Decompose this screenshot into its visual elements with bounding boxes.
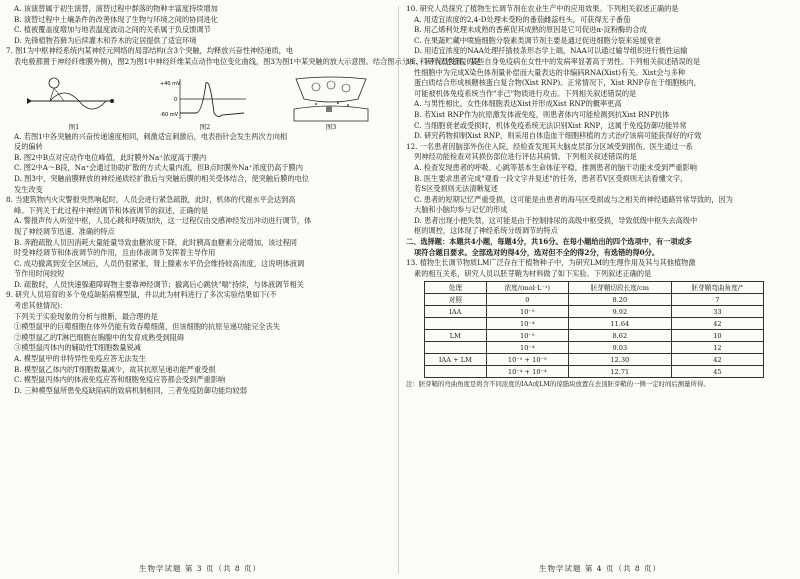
text-line: C. 患者的短期记忆严重受损，这可能是由患者的海马区受损或与之相关的神经通路异常导致的，因为 — [414, 194, 733, 204]
table-row — [425, 330, 764, 342]
table-note: 注：胚芽鞘的弯曲角度是将含不同浓度的IAA或LM的琼脂块放置在去顶胚芽鞘的一侧一定时间后测量所得。 — [406, 380, 710, 389]
mv-pos-label: +40 mV — [160, 80, 181, 87]
table-cell: IAA — [425, 306, 487, 318]
figure-1-caption: 图1 — [68, 122, 80, 131]
text-line: 若S区受损则无法清晰复述 — [414, 184, 498, 194]
text-line: C. 模型鼠丙体内的体液免疫应答和细胞免疫应答都会受到严重影响 — [14, 375, 226, 385]
text-line: 12. 一名患者因脑部外伤住入院，经检查发现其大脑皮层部分区域受到损伤。医生通过一系 — [406, 141, 693, 151]
text-line: 表电极都置于神经纤维膜外侧)，图2为图1中神经纤维某点动作电位变化曲线，图3为图1中某突触的放大示意图。结合图示分析，下列叙述错误的是 — [14, 56, 481, 66]
figure-1 — [24, 75, 124, 131]
table-cell: 10⁻⁵ — [486, 306, 568, 318]
text-line: 性细胞中为完成X染色体剂量补偿而大量表达的非编码RNA(Xist)有关。Xist会与多种 — [414, 67, 686, 77]
text-line: B. 奔跑疏散人员因消耗大量能量导致血糖浓度下降，此时胰高血糖素分泌增加，该过程同 — [14, 237, 297, 247]
table-cell: 9.03 — [568, 342, 671, 354]
text-line: B. 若Xist RNP作为抗原激发体液免疫，则患者体内可能检测到抗Xist RNP抗体 — [414, 109, 670, 119]
text-line: 下列关于实验现象的分析与推断，最合理的是 — [14, 311, 158, 321]
text-line: ③模型鼠丙体内的辅助性T细胞数量锐减 — [14, 343, 141, 353]
table-cell: 10⁻⁴ — [486, 318, 568, 330]
table-header-cell: 胚芽鞘弯曲角度/° — [671, 282, 763, 294]
text-line: 节作用时间较短 — [14, 269, 65, 279]
table-cell: 7 — [671, 294, 763, 306]
left-question-text-top — [6, 4, 481, 68]
text-line: 蛋白质结合形成核糖核蛋白复合物(Xist RNP)。正常情况下，Xist RNP存在于细胞核内， — [414, 78, 701, 88]
table-cell: 42 — [671, 318, 763, 330]
text-line: C. 当细胞衰老或受损时，机体免疫系统无法识别Xist RNP，这属于免疫防御功能异常 — [414, 120, 687, 130]
text-line: 现了神经调节迅速、准确的特点 — [14, 226, 115, 236]
table-body — [425, 294, 764, 378]
text-line: 7. 图1为中枢神经系统内某神经元网络的局部结构(含3个突触，均释放兴奋性神经递质，电 — [6, 46, 294, 56]
text-line: A. 警报声传入听觉中枢，人员心跳和呼吸加快，这一过程仅由交感神经发出冲动进行调节，体 — [14, 216, 312, 226]
text-line: 可能被机体免疫系统当作"非己"物质进行攻击。下列相关叙述错误的是 — [414, 88, 637, 98]
text-line: 素的相互关系，研究人员以胚芽鞘为材料做了如下实验。下列叙述正确的是 — [414, 268, 652, 278]
neuron-network-diagram — [24, 75, 124, 123]
action-potential-chart — [160, 75, 250, 123]
text-line: 11. 科研人员发现，某些自身免疫病在女性中的发病率显著高于男性。下列相关叙述错误的是 — [406, 56, 701, 66]
figure-2 — [160, 75, 250, 131]
right-page-footer: 生物学试题 第 4 页（共 8 页） — [539, 564, 661, 574]
figure-row-q7 — [6, 69, 394, 131]
table-cell: 9.92 — [568, 306, 671, 318]
table-cell: 8.62 — [568, 330, 671, 342]
table-cell: IAA + LM — [425, 354, 487, 366]
text-line: C. 图2中A～B段，Na⁺会通过协助扩散的方式大量内流，但B点时膜外Na⁺浓度仍高于膜内 — [14, 163, 303, 173]
text-line: D. 三种模型鼠所患免疫缺陷病的致病机制相同，三者免疫防御功能均较弱 — [14, 385, 247, 395]
table-row — [425, 366, 764, 378]
text-line: D. 图3中，突触前膜释放的神经递质经扩散后与突触后膜的相关受体结合，使突触后膜的电位 — [14, 173, 309, 183]
table-cell: 10⁻⁵ — [486, 330, 568, 342]
table-cell — [425, 342, 487, 354]
table-cell: 对照 — [425, 294, 487, 306]
text-line: ①模型鼠甲的巨噬细胞在体外仍能有效吞噬细菌，但该细胞的抗原呈递功能完全丧失 — [14, 322, 280, 332]
table-row — [425, 318, 764, 330]
question-13-text — [406, 258, 794, 279]
text-line: C. 植被覆盖度增加与地表温度波动之间的关系属于负反馈调节 — [14, 25, 211, 35]
text-line: A. 若图1中各突触的兴奋传递速度相同，刺激适宜刺激后，电表指针会发生两次方向相 — [14, 131, 288, 141]
text-line: 考虑其他情况)： — [14, 301, 68, 311]
text-line: 反的偏转 — [14, 142, 43, 152]
text-line: D. 患者出现小便失禁，这可能是由于控制排尿的高级中枢受损，导致低级中枢失去高级中 — [414, 215, 698, 225]
text-line: B. 用乙烯利处理未成熟的香蕉促其成熟的原因是它可促进α-淀粉酶的合成 — [414, 25, 647, 35]
text-line: 发生改变 — [14, 184, 43, 194]
figure-2-caption: 图2 — [199, 122, 211, 131]
text-line: D. 研究药物抑制Xist RNP，则采用自体造血干细胞移植的方式治疗该病可能获得好的疗效 — [414, 131, 702, 141]
table-cell: 12.71 — [568, 366, 671, 378]
text-line: B. 模型鼠乙体内的T细胞数量减少，故其抗原呈递功能严重受损 — [14, 364, 216, 374]
table-cell — [425, 366, 487, 378]
table-cell: 10⁻⁴ — [486, 342, 568, 354]
text-line: C. 成功撤离到安全区域后，人员仍很紧张，肾上腺素水平仍会维持较高浓度，这说明体液调 — [14, 258, 305, 268]
text-line: 13. 植物生长调节物质LM广泛存在于植物种子中，为研究LM的生理作用及其与其他植物激 — [406, 258, 696, 268]
table-cell: 45 — [671, 366, 763, 378]
table-cell: 10⁻⁴ + 10⁻⁴ — [486, 366, 568, 378]
table-header-cell: 处理 — [425, 282, 487, 294]
table-header-row — [425, 282, 764, 294]
text-line: 大脑和小脑均参与记忆的形成 — [414, 205, 508, 215]
table-cell: 10⁻⁵ + 10⁻⁵ — [486, 354, 568, 366]
table-row — [425, 342, 764, 354]
text-line: C. 在果蔬贮藏中喷施细胞分裂素类调节剂主要是通过促进细胞分裂来延缓衰老 — [414, 35, 662, 45]
right-page — [406, 4, 794, 579]
synapse-diagram — [286, 75, 376, 123]
table-row — [425, 294, 764, 306]
left-question-text-mid — [6, 132, 394, 397]
table-cell: 10 — [671, 330, 763, 342]
mv-zero-label: 0 — [174, 96, 178, 103]
text-line: 枢的调控，这体现了神经系统分级调节的特点 — [414, 226, 558, 236]
mv-neg-label: -60 mV — [160, 111, 179, 118]
experiment-table — [424, 281, 764, 378]
figure-3-caption: 图3 — [325, 122, 337, 131]
table-row — [425, 306, 764, 318]
right-question-text-top — [406, 4, 794, 237]
text-line: B. 演替过程中土壤条件的改善体现了生物与环境之间的协同进化 — [14, 14, 218, 24]
table-row — [425, 354, 764, 366]
table-header-cell: 胚芽鞘切段长度/cm — [568, 282, 671, 294]
section-title: 二、选择题：本题共4小题，每题4分，共16分。在每小题给出的四个选项中，有一项或多 — [406, 237, 692, 247]
text-line: 8. 当建筑物内火灾警报突然响起时，人员会进行紧急疏散，此时，机体的代谢水平会达到高 — [6, 195, 296, 205]
text-line: A. 与男性相比，女性体细胞表达Xist并形成Xist RNP的概率更高 — [414, 99, 622, 109]
table-cell: 11.64 — [568, 318, 671, 330]
text-line: A. 检查发现患者的呼吸、心跳等基本生命体征平稳，推测患者的脑干功能未受到严重影响 — [414, 162, 697, 172]
text-line: B. 图2中B点对应动作电位峰值，此时膜外Na⁺浓度高于膜内 — [14, 152, 207, 162]
text-line: D. 用适宜浓度的NAA处理扦插枝条形态学上端，NAA可以通过输导组织进行极性运输 — [414, 46, 688, 56]
text-line: 9. 研究人员培育的多个免疫缺陷病模型鼠，并以此为材料进行了多次实验结果如下(不 — [6, 290, 277, 300]
table-header-cell: 浓度/(mol·L⁻¹) — [486, 282, 568, 294]
text-line: A. 用适宜浓度的2,4-D处理未受粉的番茄雌蕊柱头，可获得无子番茄 — [414, 14, 631, 24]
text-line: 10. 研究人员探究了植物生长调节剂在农业生产中的应用效果。下列相关叙述正确的是 — [406, 4, 679, 13]
text-line: D. 疏散时，人员快速躲避障碍物主要靠神经调节；撤离后心跳快"喘"持续，与体液调节相关 — [14, 279, 304, 289]
text-line: B. 医生要求患者完成"观看一段文字并复述"的任务，患者若V区受损则无法看懂文字， — [414, 173, 688, 183]
page-divider — [398, 6, 399, 574]
section-title-cont: 项符合题目要求。全部选对的得4分，选对但不全的得2分，有选错的得0分。 — [414, 247, 660, 257]
table-cell: 12.30 — [568, 354, 671, 366]
text-line: 时受神经调节和体液调节的作用，且由体液调节发挥着主导作用 — [14, 248, 216, 258]
left-page-footer: 生物学试题 第 3 页（共 8 页） — [139, 564, 261, 574]
table-cell — [425, 318, 487, 330]
text-line: D. 先锋植物苔藓为后续灌木和乔木的定居提供了适宜环境 — [14, 35, 197, 45]
text-line: A. 模型鼠甲的非特异性免疫应答无法发生 — [14, 354, 146, 364]
table-cell: 33 — [671, 306, 763, 318]
text-line: 列神经功能检查对其损伤部位进行评估其病情。下列相关叙述错误的是 — [414, 152, 637, 162]
table-cell: LM — [425, 330, 487, 342]
text-line: ②模型鼠乙的T淋巴细胞在胸腺中的发育成熟受到阻碍 — [14, 332, 185, 342]
figure-3 — [286, 75, 376, 131]
text-line: A. 该演替属于初生演替，演替过程中群落的物种丰富度持续增加 — [14, 4, 218, 13]
table-cell: 42 — [671, 354, 763, 366]
text-line: 峰。下列关于此过程中神经调节和体液调节的叙述，正确的是 — [14, 205, 209, 215]
table-cell: 12 — [671, 342, 763, 354]
table-cell: 0 — [486, 294, 568, 306]
table-cell: 8.20 — [568, 294, 671, 306]
